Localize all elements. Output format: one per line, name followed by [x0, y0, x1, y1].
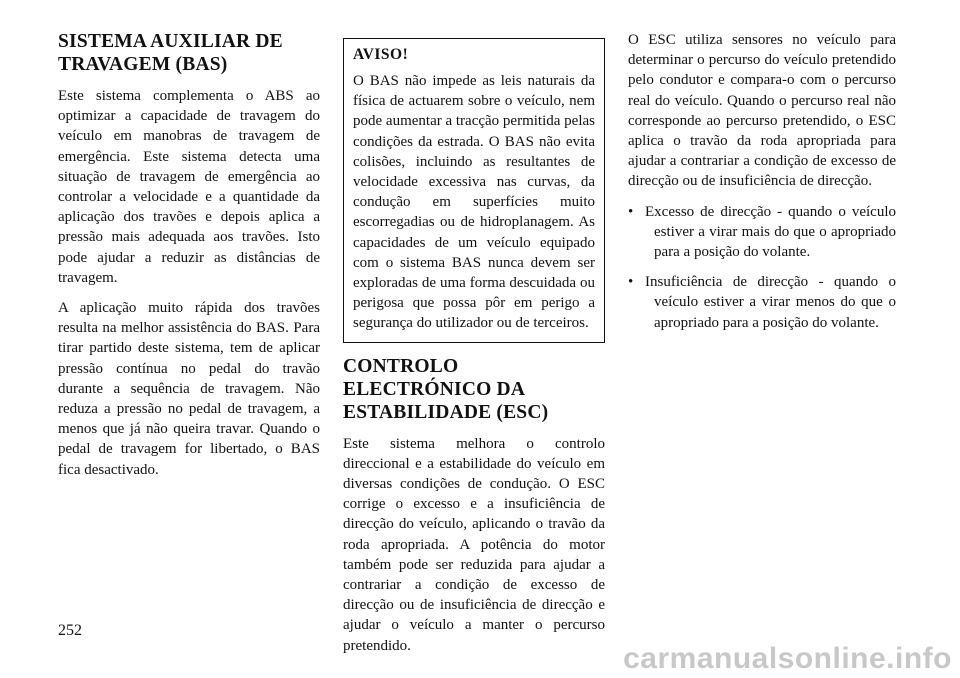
column-middle	[343, 30, 605, 656]
list-item-text: Excesso de direcção - quando o veículo estiver a virar mais do que o apropriado para a posição do volante.	[645, 203, 896, 261]
column-left	[58, 30, 320, 490]
esc-intro: Este sistema melhora o controlo direccional e a estabilidade do veículo em diversas condições de condução. O ESC corrige o excesso e a insuficiência de direcção do veículo, aplicando o travão da roda apropriada. A potência do motor também pode ser reduzida para ajudar a contrariar a condição de excesso de direcção ou de insuficiência de direcção e ajudar o veículo a manter o percurso pretendido.	[343, 435, 605, 654]
esc-paragraph-2: O ESC utiliza sensores no veículo para determinar o percurso do veículo pretendido pelo condutor e compara-o com o percurso real do veículo. Quando o percurso real não corresponde ao percurso pretendido, o ESC aplica o travão da roda apropriada para ajudar a contrariar a condição de excesso de direcção ou de insuficiência de direcção.	[628, 32, 896, 190]
bas-paragraph-1: Este sistema complementa o ABS ao optimizar a capacidade de travagem do veículo em manobras de travagem de emergência. Este sistema detecta uma situação de travagem de emergência ao controlar a velocidade e a quantidade da aplicação dos travões e depois aplica a pressão mais adequada aos travões. Isto pode ajudar a reduzir as distâncias de travagem.	[58, 88, 320, 286]
list-item	[628, 202, 896, 263]
esc-heading: CONTROLO ELECTRÓNICO DA ESTABILIDADE (ESC)	[343, 355, 549, 423]
page-number: 252	[58, 622, 82, 639]
bas-heading: SISTEMA AUXILIAR DE TRAVAGEM (BAS)	[58, 31, 283, 75]
esc-bullet-list	[628, 202, 896, 333]
warning-text: O BAS não impede as leis naturais da física de actuarem sobre o veículo, nem pode aumentar a tracção permitida pelas condições da estrada. O BAS não evita colisões, incluindo as resultantes de velocidade excessiva nas curvas, da condução em superfícies muito escorregadias ou de hidroplanagem. As capacidades de um veículo equipado com o sistema BAS nunca devem ser exploradas de uma forma descuidada ou perigosa que possa pôr em perigo a segurança do utilizador ou de terceiros.	[353, 73, 595, 332]
list-item-text: Insuficiência de direcção - quando o veículo estiver a virar menos do que o apropriado para a posição do volante.	[645, 274, 896, 331]
list-item	[628, 272, 896, 333]
bas-paragraph-2: A aplicação muito rápida dos travões resulta na melhor assistência do BAS. Para tirar partido deste sistema, tem de aplicar pressão contínua no pedal do travão durante a sequência de travagem. Não reduza a pressão no pedal de travagem, a menos que já não queira travar. Quando o pedal de travagem for libertado, o BAS fica desactivado.	[58, 300, 320, 478]
bullet-icon: •	[628, 274, 634, 291]
bullet-icon: •	[628, 203, 634, 220]
warning-box	[343, 38, 605, 343]
column-right	[628, 30, 896, 343]
watermark: carmanualsonline.info	[623, 642, 952, 675]
warning-title: AVISO!	[353, 46, 409, 63]
